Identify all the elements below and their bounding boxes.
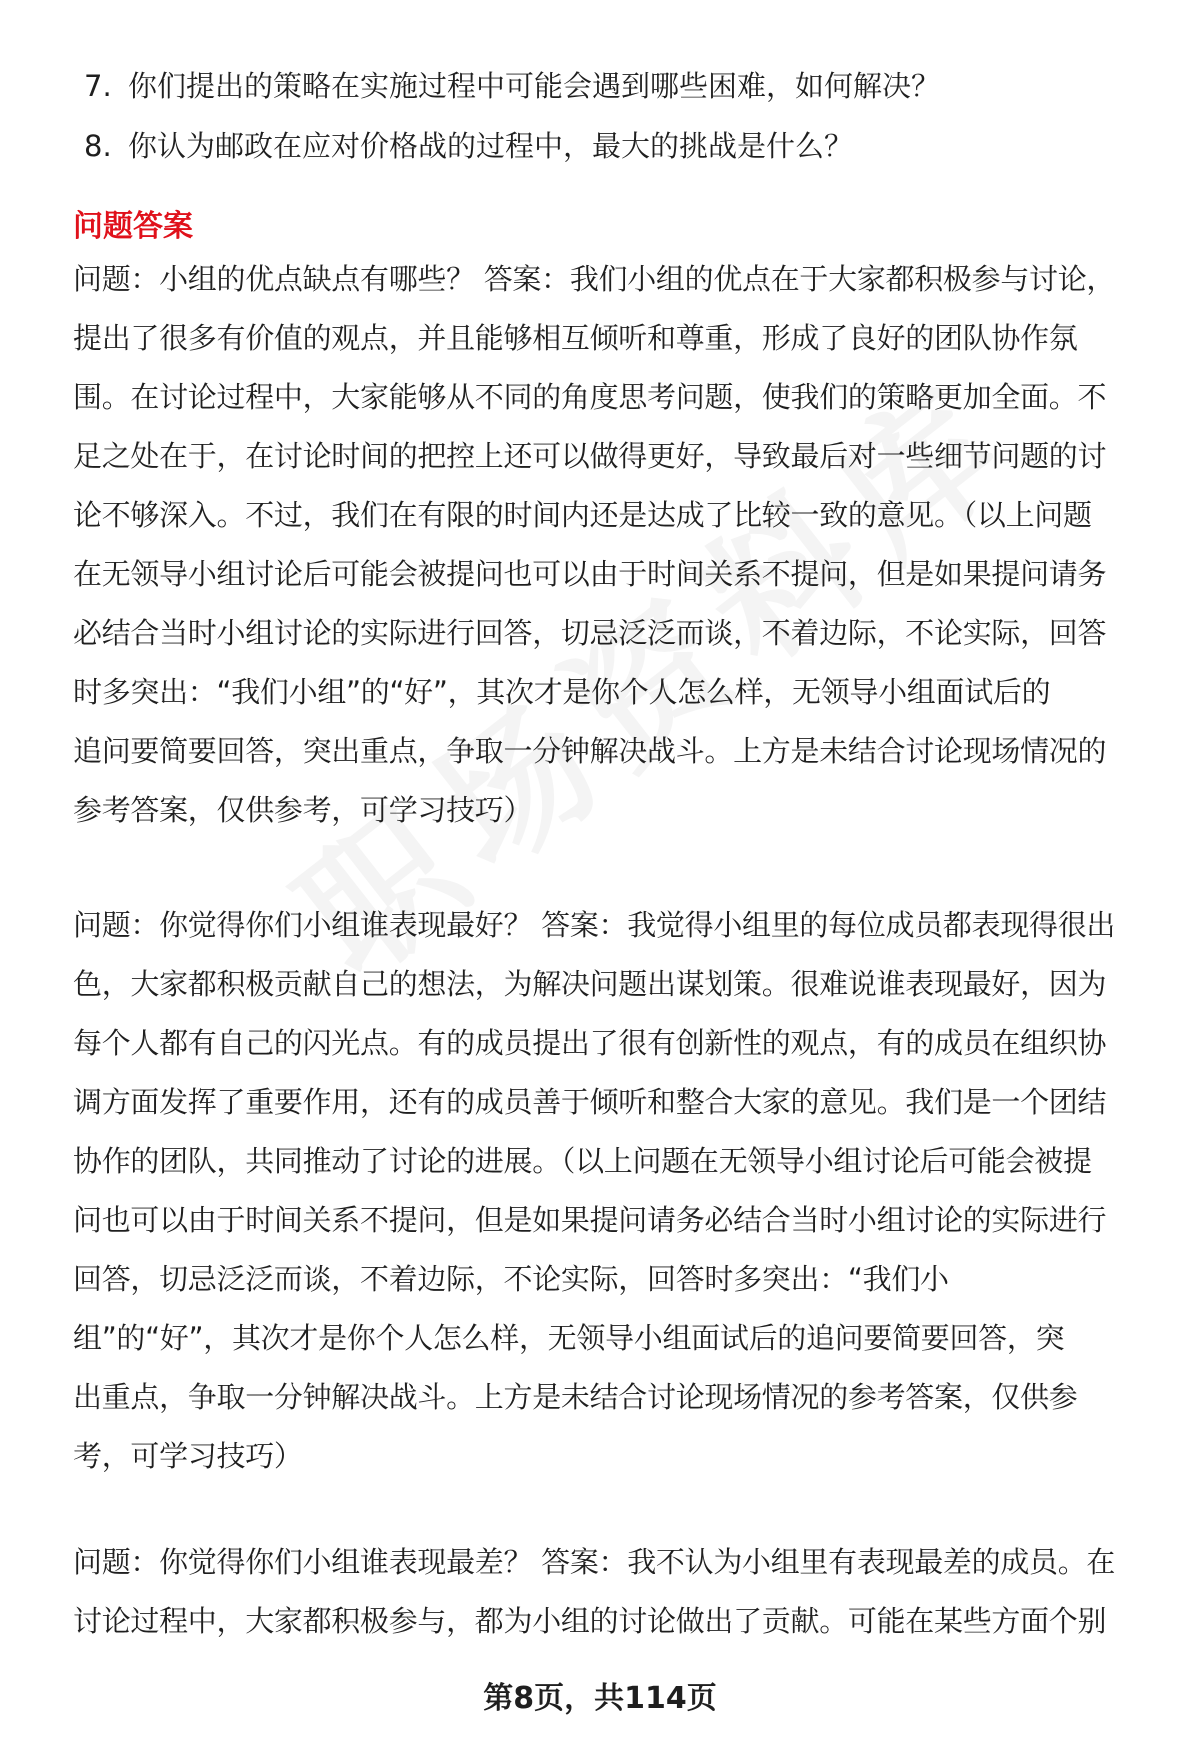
qa-block-strengths xyxy=(73,254,1153,844)
qa-block-best-performer xyxy=(73,900,1153,1490)
paragraph-line: 论不够深入。不过，我们在有限的时间内还是达成了比较一致的意见。（以上问题 xyxy=(73,498,1092,532)
paragraph-line: 考，可学习技巧） xyxy=(73,1439,303,1473)
paragraph-line: 出重点，争取一分钟解决战斗。上方是未结合讨论现场情况的参考答案，仅供参 xyxy=(73,1380,1078,1414)
paragraph-line: 协作的团队，共同推动了讨论的进展。（以上问题在无领导小组讨论后可能会被提 xyxy=(73,1144,1092,1178)
list-item-text: 你认为邮政在应对价格战的过程中，最大的挑战是什么？ xyxy=(128,129,854,163)
paragraph-line: 时多突出：“我们小组”的“好”，其次才是你个人怎么样，无领导小组面试后的 xyxy=(73,675,1051,709)
paragraph-line: 在无领导小组讨论后可能会被提问也可以由于时间关系不提问，但是如果提问请务 xyxy=(73,557,1107,591)
paragraph-line: 问也可以由于时间关系不提问，但是如果提问请务必结合当时小组讨论的实际进行 xyxy=(73,1203,1107,1237)
list-item-number: 8. xyxy=(84,129,112,163)
paragraph-line: 问题：你觉得你们小组谁表现最差？ 答案：我不认为小组里有表现最差的成员。在 xyxy=(73,1545,1116,1579)
paragraph-line: 围。在讨论过程中，大家能够从不同的角度思考问题，使我们的策略更加全面。不 xyxy=(73,380,1107,414)
paragraph-line: 调方面发挥了重要作用，还有的成员善于倾听和整合大家的意见。我们是一个团结 xyxy=(73,1085,1107,1119)
paragraph-line: 参考答案，仅供参考，可学习技巧） xyxy=(73,793,533,827)
paragraph-line: 每个人都有自己的闪光点。有的成员提出了很有创新性的观点，有的成员在组织协 xyxy=(73,1026,1107,1060)
paragraph-line: 回答，切忌泛泛而谈，不着边际，不论实际，回答时多突出：“我们小 xyxy=(73,1262,949,1296)
paragraph-line: 提出了很多有价值的观点，并且能够相互倾听和尊重，形成了良好的团队协作氛 xyxy=(73,321,1078,355)
list-item-number: 7. xyxy=(84,69,112,103)
paragraph-line: 讨论过程中，大家都积极参与，都为小组的讨论做出了贡献。可能在某些方面个别 xyxy=(73,1604,1107,1638)
paragraph-line: 组”的“好”，其次才是你个人怎么样，无领导小组面试后的追问要简要回答，突 xyxy=(73,1321,1065,1355)
paragraph-line: 问题：小组的优点缺点有哪些？ 答案：我们小组的优点在于大家都积极参与讨论， xyxy=(73,262,1116,296)
paragraph-line: 色，大家都积极贡献自己的想法，为解决问题出谋划策。很难说谁表现最好，因为 xyxy=(73,967,1107,1001)
question-list xyxy=(84,62,1144,182)
list-item xyxy=(84,62,1144,122)
page-footer: 第8页，共114页 xyxy=(483,1681,717,1716)
section-heading: 问题答案 xyxy=(73,209,193,244)
paragraph-line: 必结合当时小组讨论的实际进行回答，切忌泛泛而谈，不着边际，不论实际，回答 xyxy=(73,616,1107,650)
list-item xyxy=(84,122,1144,182)
list-item-text: 你们提出的策略在实施过程中可能会遇到哪些困难，如何解决？ xyxy=(128,69,941,103)
paragraph-line: 问题：你觉得你们小组谁表现最好？ 答案：我觉得小组里的每位成员都表现得很出 xyxy=(73,908,1116,942)
paragraph-line: 追问要简要回答，突出重点，争取一分钟解决战斗。上方是未结合讨论现场情况的 xyxy=(73,734,1107,768)
paragraph-line: 足之处在于，在讨论时间的把控上还可以做得更好，导致最后对一些细节问题的讨 xyxy=(73,439,1107,473)
qa-block-worst-performer xyxy=(73,1537,1153,1655)
